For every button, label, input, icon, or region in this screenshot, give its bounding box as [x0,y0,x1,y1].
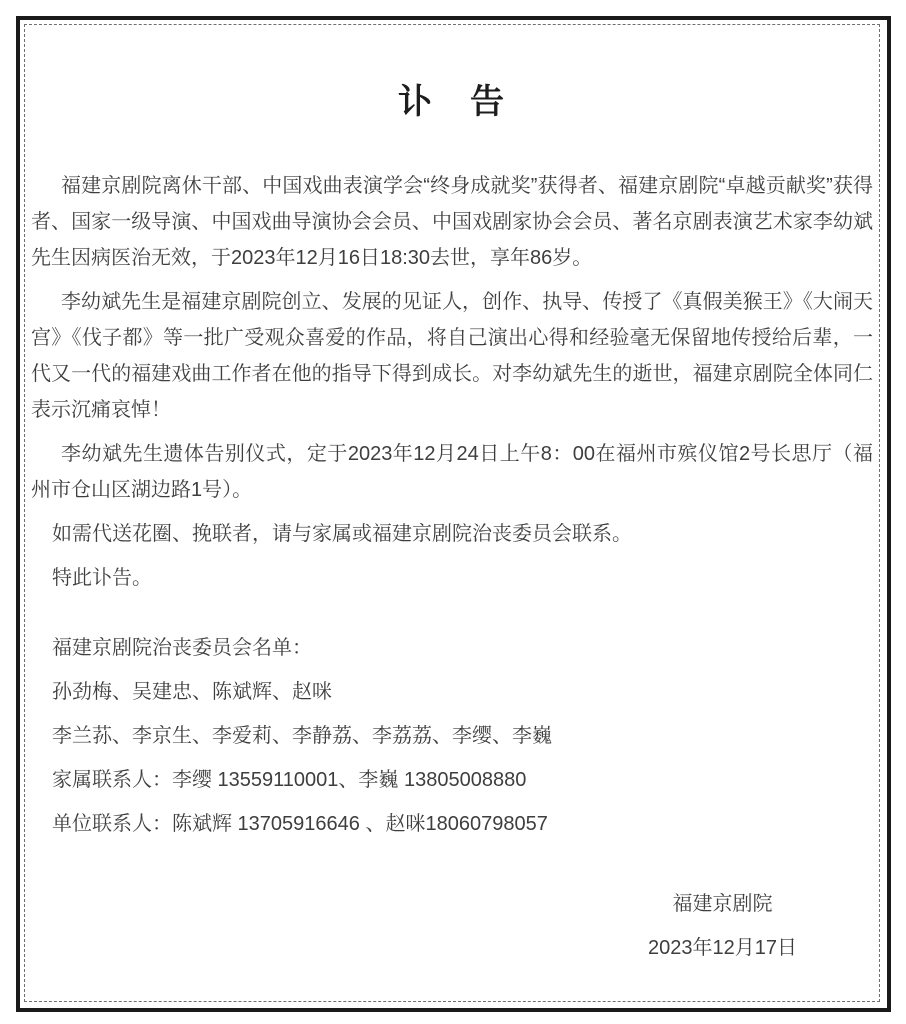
paragraph-death-announcement: 福建京剧院离休干部、中国戏曲表演学会“终身成就奖”获得者、福建京剧院“卓越贡献奖”获得者、国家一级导演、中国戏曲导演协会会员、中国戏剧家协会会员、著名京剧表演艺术家李幼斌先生因病医治无效，于2023年12月16日18:30去世，享年86岁。 [31,175,873,269]
committee-heading: 福建京剧院治丧委员会名单： [52,637,312,659]
paragraph-hereby-announce: 特此讣告。 [52,567,152,589]
unit-contact-line: 单位联系人：陈斌辉 13705916646 、赵咪18060798057 [52,813,548,835]
page-title: 讣 告 [398,83,506,121]
family-contact-line: 家属联系人：李缨 13559110001、李巍 13805008880 [52,769,527,791]
inner-dashed-border [24,24,880,1002]
document-content [25,25,879,1001]
paragraph-memorial-service-info: 李幼斌先生遗体告别仪式，定于2023年12月24日上午8：00在福州市殡仪馆2号长思厅（福州市仓山区湖边路1号）。 [31,443,873,501]
signature-section [31,886,873,974]
signature-block [648,886,797,974]
signature-organization: 福建京剧院 [672,893,773,915]
committee-members-row-1: 孙劲梅、吴建忠、陈斌辉、赵咪 [52,681,332,703]
funeral-committee-section [31,630,873,842]
signature-date: 2023年12月17日 [648,937,797,959]
paragraph-wreath-contact-note: 如需代送花圈、挽联者，请与家属或福建京剧院治丧委员会联系。 [52,523,632,545]
paragraph-life-achievements: 李幼斌先生是福建京剧院创立、发展的见证人，创作、执导、传授了《真假美猴王》《大闹天宫》《伐子都》等一批广受观众喜爱的作品，将自己演出心得和经验毫无保留地传授给后辈，一代又一代的福建戏曲工作者在他的指导下得到成长。对李幼斌先生的逝世，福建京剧院全体同仁表示沉痛哀悼！ [31,291,873,421]
committee-members-row-2: 李兰荪、李京生、李爱莉、李静荔、李荔荔、李缨、李巍 [52,725,552,747]
outer-black-border [16,16,891,1012]
